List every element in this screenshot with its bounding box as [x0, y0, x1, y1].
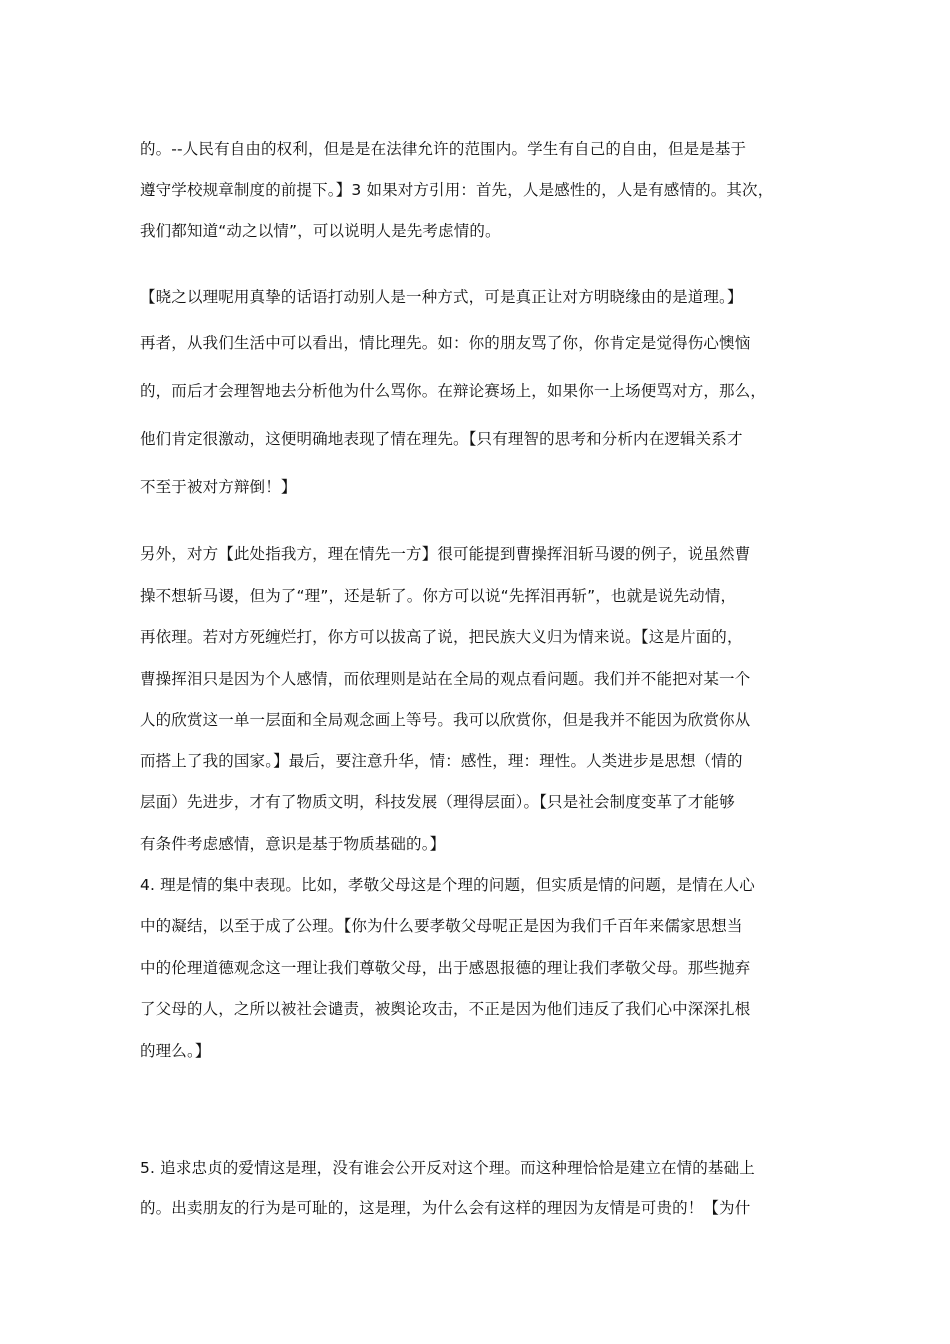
text-line: 他们肯定很激动，这便明确地表现了情在理先。【只有理智的思考和分析内在逻辑关系才 — [140, 430, 743, 448]
text-line: 中的伦理道德观念这一理让我们尊敬父母，出于感恩报德的理让我们孝敬父母。那些抛弃 — [140, 959, 751, 977]
text-line: 了父母的人，之所以被社会谴责，被舆论攻击，不正是因为他们违反了我们心中深深扎根 — [140, 1000, 751, 1018]
text-line: 的，而后才会理智地去分析他为什么骂你。在辩论赛场上，如果你一上场便骂对方，那么， — [140, 382, 767, 400]
text-line: 中的凝结，以至于成了公理。【你为什么要孝敬父母呢正是因为我们千百年来儒家思想当 — [140, 917, 743, 935]
text-line: 不至于被对方辩倒！】 — [140, 478, 297, 496]
text-line: 有条件考虑感情，意识是基于物质基础的。】 — [140, 835, 446, 853]
text-line: 的。出卖朋友的行为是可耻的，这是理，为什么会有这样的理因为友情是可贵的！【为什 — [140, 1199, 751, 1217]
text-line: 曹操挥泪只是因为个人感情，而依理则是站在全局的观点看问题。我们并不能把对某一个 — [140, 670, 751, 688]
text-line: 而搭上了我的国家。】最后，要注意升华，情：感性，理：理性。人类进步是思想（情的 — [140, 752, 743, 770]
text-line: 再者，从我们生活中可以看出，情比理先。如：你的朋友骂了你，你肯定是觉得伤心懊恼 — [140, 334, 751, 352]
text-line: 的理么。】 — [140, 1042, 211, 1060]
text-line: 5. 追求忠贞的爱情这是理，没有谁会公开反对这个理。而这种理恰恰是建立在情的基础上 — [140, 1159, 755, 1177]
text-line: 操不想斩马谡，但为了“理”，还是斩了。你方可以说“先挥泪再斩”，也就是说先动情， — [140, 587, 737, 605]
text-line: 再依理。若对方死缠烂打，你方可以拔高了说，把民族大义归为情来说。【这是片面的， — [140, 628, 743, 646]
text-line: 我们都知道“动之以情”，可以说明人是先考虑情的。 — [140, 222, 501, 240]
text-line: 4. 理是情的集中表现。比如，孝敬父母这是个理的问题，但实质是情的问题，是情在人心 — [140, 876, 755, 894]
text-line: 遵守学校规章制度的前提下。】3 如果对方引用：首先，人是感性的，人是有感情的。其次， — [140, 181, 774, 199]
text-line: 的。--人民有自由的权利，但是是在法律允许的范围内。学生有自己的自由，但是是基于 — [140, 140, 747, 158]
text-line: 另外，对方【此处指我方，理在情先一方】很可能提到曹操挥泪斩马谡的例子，说虽然曹 — [140, 545, 751, 563]
text-line: 人的欣赏这一单一层面和全局观念画上等号。我可以欣赏你，但是我并不能因为欣赏你从 — [140, 711, 751, 729]
text-line: 层面）先进步，才有了物质文明，科技发展（理得层面）。【只是社会制度变革了才能够 — [140, 793, 735, 811]
text-line: 【晓之以理呢用真挚的话语打动别人是一种方式，可是真正让对方明晓缘由的是道理。】 — [140, 288, 743, 306]
